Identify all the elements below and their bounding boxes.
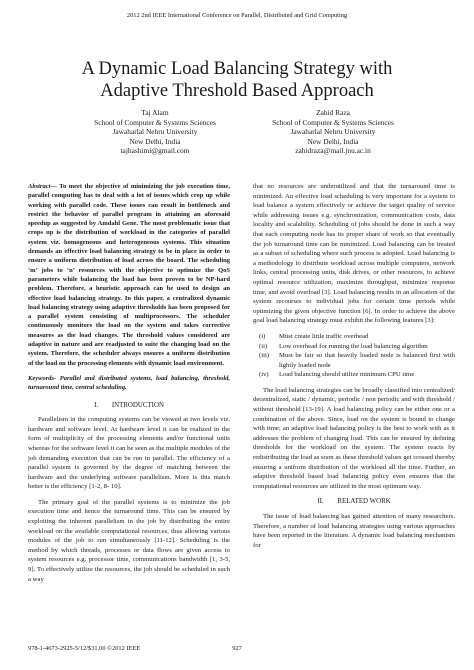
author-city: New Delhi, India — [307, 136, 359, 146]
feature-item — [253, 332, 455, 342]
paper-title — [30, 58, 444, 102]
author-block-2 — [238, 108, 428, 156]
feature-text: Must create little traffic overhead — [279, 332, 369, 340]
keywords: Keywords- Parallel and distributed systems, load balancing, threshold, turnaround time, central scheduling. — [28, 374, 230, 392]
related-paragraph: The issue of load balancing has gained attention of many researchers. Therefore, a number of load balancing strategies using various approaches have been reported in the literature. A dynamic load balancing mechanism for — [253, 513, 455, 549]
abstract-lead: Abstract— — [28, 183, 57, 190]
author-city: New Delhi, India — [129, 136, 181, 146]
feature-text: Low overhead for running the load balancing algorithm — [279, 342, 428, 350]
author-department: School of Computer & Systems Sciences — [272, 117, 394, 127]
author-email: tajhashimi@gmail.com — [120, 146, 190, 156]
author-email: zahidraza@mail.jnu.ac.in — [295, 146, 371, 156]
feature-number: (ii) — [259, 342, 268, 350]
author-block-1 — [60, 108, 250, 156]
body-paragraph: The load balancing strategies can be broadly classified into centralized/ decentralized, static / dynamic, periodic / non periodic and with threshold / without threshold [13-19]. A load balancing policy can be either one or a combination of the above. Since, load on the system is bound to change with time; an adaptive load balancing policy is the best to work with as it addresses the problem of changing load. This can be ensured by defining thresholds for the workload on the system. The system reacts by redistributing the load as soon as these threshold values get crossed thereby ensuring a uniform distribution of the workload all the time. Further, an adaptive threshold based load balancing policy even ensures that the computational resources are utilized in the most optimum way. — [253, 386, 455, 490]
feature-number: (iii) — [259, 352, 270, 360]
feature-list — [253, 332, 455, 380]
feature-number: (i) — [259, 332, 266, 340]
title-line-2: Adaptive Threshold Based Approach — [100, 81, 374, 101]
feature-item — [253, 351, 455, 370]
author-university: Jawaharlal Nehru University — [290, 127, 376, 137]
page-number: 927 — [232, 645, 242, 652]
left-column — [28, 182, 230, 590]
abstract-text: To meet the objective of minimizing the job execution time, parallel computing has to deal with a lot of issues which crop up while working with parallel code. These issues can result in bottleneck and restrict the behavior of parallel program in attaining an aforesaid speedup as suggested by Amdahl Gene. The most problematic issue that crops up is the distribution of workload in the categories of parallel system viz. homogeneous and heterogeneous systems. This situation demands an effective load balancing strategy to be in place in order to ensure a uniform distribution of load across the board. The scheduling ‘m’ jobs to ‘n’ resources with the objective to optimize the QoS parameters while balancing the load has been proven to be NP-hard problem. Therefore, a heuristic approach can be used to design an effective load balancing strategy. In this paper, a centralized dynamic load balancing strategy using adaptive thresholds has been proposed for a parallel system consisting of multiprocessors. The scheduler continuously monitors the load on the system and takes corrective measures as the load changes. The threshold values considered are adaptive in nature and are readjusted to suite the changing load on the system. Therefore, the scheduler always ensures a uniform distribution of the load on the processing elements with dynamic load environment. — [28, 183, 230, 367]
conference-header: 2012 2nd IEEE International Conference on Parallel, Distributed and Grid Computing — [126, 12, 348, 19]
intro-paragraph: Parallelism in the computing systems can be viewed at two levels viz. hardware and software level. At hardware level it can be realized in the form of multiplicity of the processing elements and/or functional units whereas for the software level it can be seen as the multiple modules of the job demanding execution that can be run in parallel. The efficiency of a parallel system is governed by the degree of matching between the hardware and the underlying software parallelism. More is this match better is the efficiency [1-2, 8- 10]. — [28, 416, 230, 491]
author-name: Taj Alam — [141, 108, 169, 117]
author-name: Zahid Raza — [316, 108, 350, 117]
title-line-1: A Dynamic Load Balancing Strategy with — [81, 59, 393, 79]
section-heading-related-work: II. RELATED WORK — [317, 498, 391, 506]
feature-item — [253, 370, 455, 380]
right-column — [253, 182, 455, 556]
body-paragraph: that no resources are underutilized and that the turnaround time is minimized. An effective load scheduling is very important for a system to load balance a system effectively or achieve the target quality of service while addressing issues e.g. synchronization, communication costs, data locality and scalability. Scheduling of jobs should be done in such a way that each computing node has its proper share of work so that eventually the job turnaround time can be minimized. Load balancing can be treated as a subset of scheduling where such process is adopted. Load balancing is a methodology to distribute workload across multiple computers, network links, central processing units, disk drives, or other resources, to achieve optimal resource utilization, maximize throughput, minimize response time, and avoid overload [3]. Load balancing results in an allocation of the system recourses to individual jobs for certain time periods while optimizing the given objective function [6]. In order to achieve the above goal load balancing strategy must exhibit the following features [3]: — [253, 183, 455, 325]
copyright-footer: 978-1-4673-2925-5/12/$31.00 ©2012 IEEE — [28, 645, 141, 652]
abstract — [28, 182, 230, 368]
feature-text: Load balancing should utilize minimum CPU time — [279, 371, 415, 379]
feature-number: (iv) — [259, 371, 269, 379]
feature-item — [253, 342, 455, 352]
intro-paragraph: The primary goal of the parallel systems is to minimize the job execution time and hence the turnaround time. This can be ensured by exploiting the inherent parallelism in the job by distributing the entire workload on the available computational resources, thus allowing various modules of the job to run simultaneously [11-12]. Scheduling is the method by which threads, processes or data flows are given access to system resources e.g. processor time, communications bandwidth [1, 3-5, 9]. To effectively utilize the resources, the job should be scheduled in such a way — [28, 498, 230, 583]
section-heading-introduction: I. INTRODUCTION — [94, 401, 164, 409]
author-department: School of Computer & Systems Sciences — [94, 117, 216, 127]
author-university: Jawaharlal Nehru University — [112, 127, 198, 137]
feature-text: Must be fair so that heavily loaded node is balanced first with lightly loaded node — [279, 352, 455, 369]
